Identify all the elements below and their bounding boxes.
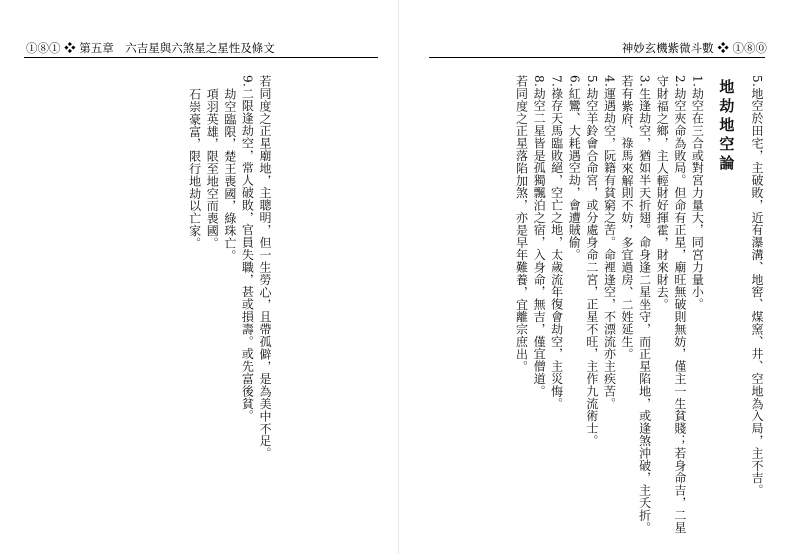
text-column: 若有紫府、祿馬來解則不妨，多宜過房、二姓延生。 — [620, 75, 635, 361]
left-text-block — [185, 75, 273, 535]
text-column: 8.劫空二星皆是孤獨飄泊之宿，入身命，無吉，僅宜僧道。 — [532, 75, 547, 398]
right-header-rule — [429, 57, 765, 58]
right-page — [399, 0, 797, 554]
text-column: 3.生逢劫空，猶如半天折翅。命身逢二星坐守，而正星陷地，或逢煞沖破，主夭折。 — [637, 75, 652, 534]
left-page — [0, 0, 398, 554]
left-header-rule — [24, 57, 378, 58]
text-column: 若同度之正星廟地，主聰明，但一生勞心，且帶孤僻，是為美中不足。 — [258, 75, 272, 460]
text-column: 5.地空於田宅，主破敗，近有瀑溝、地窖、煤窯、井、空地為入局，主不吉。 — [750, 75, 764, 497]
text-column: 2.劫空夾命為敗局。但命有正星，廟旺無破則無妨，僅主一生貧賤；若身命吉，二星 — [672, 75, 687, 534]
text-column: 9.二限逢劫空，常人破敗，官員失職，甚或損壽。或先富後貧。 — [240, 75, 255, 423]
text-column: 4.運遇劫空，阮籍有貧窮之苦。命裡逢空，不漂流亦主疾苦。 — [602, 75, 617, 410]
text-column: 5.劫空羊鈴會合命宮，或分處身命二宮，正星不旺，主作九流術士。 — [584, 75, 599, 447]
left-running-head: ①⑧① ❖ 第五章 六吉星與六煞星之星性及條文 — [26, 41, 275, 55]
text-column: 1.劫空在三合或對宮力量大，同宮力量小。 — [690, 75, 705, 311]
text-column: 石崇豪富，限行地劫以亡家。 — [187, 88, 202, 250]
text-column: 守財福之鄉，主人輕財好揮霍，財來財去。 — [655, 75, 670, 311]
text-column: 劫空臨限，楚王喪國，綠珠亡。 — [222, 88, 237, 262]
text-column: 若同度之正星落陷加煞，亦是早年難養，宜離宗庶出。 — [514, 75, 529, 373]
text-column: 7.祿存天馬臨敗絕，空亡之地，太歲流年復會劫空，主災悔。 — [549, 75, 564, 410]
right-text-block — [512, 75, 765, 535]
right-running-head: 神妙玄機紫微斗數 ❖ ①⑧⓪ — [621, 41, 767, 55]
section-heading: 地劫地空論 — [717, 79, 736, 174]
text-column: 項羽英雄，限至地空而喪國。 — [205, 88, 220, 250]
text-column: 6.紅鸞、大耗遇空劫，會遭賊偷。 — [567, 75, 582, 261]
